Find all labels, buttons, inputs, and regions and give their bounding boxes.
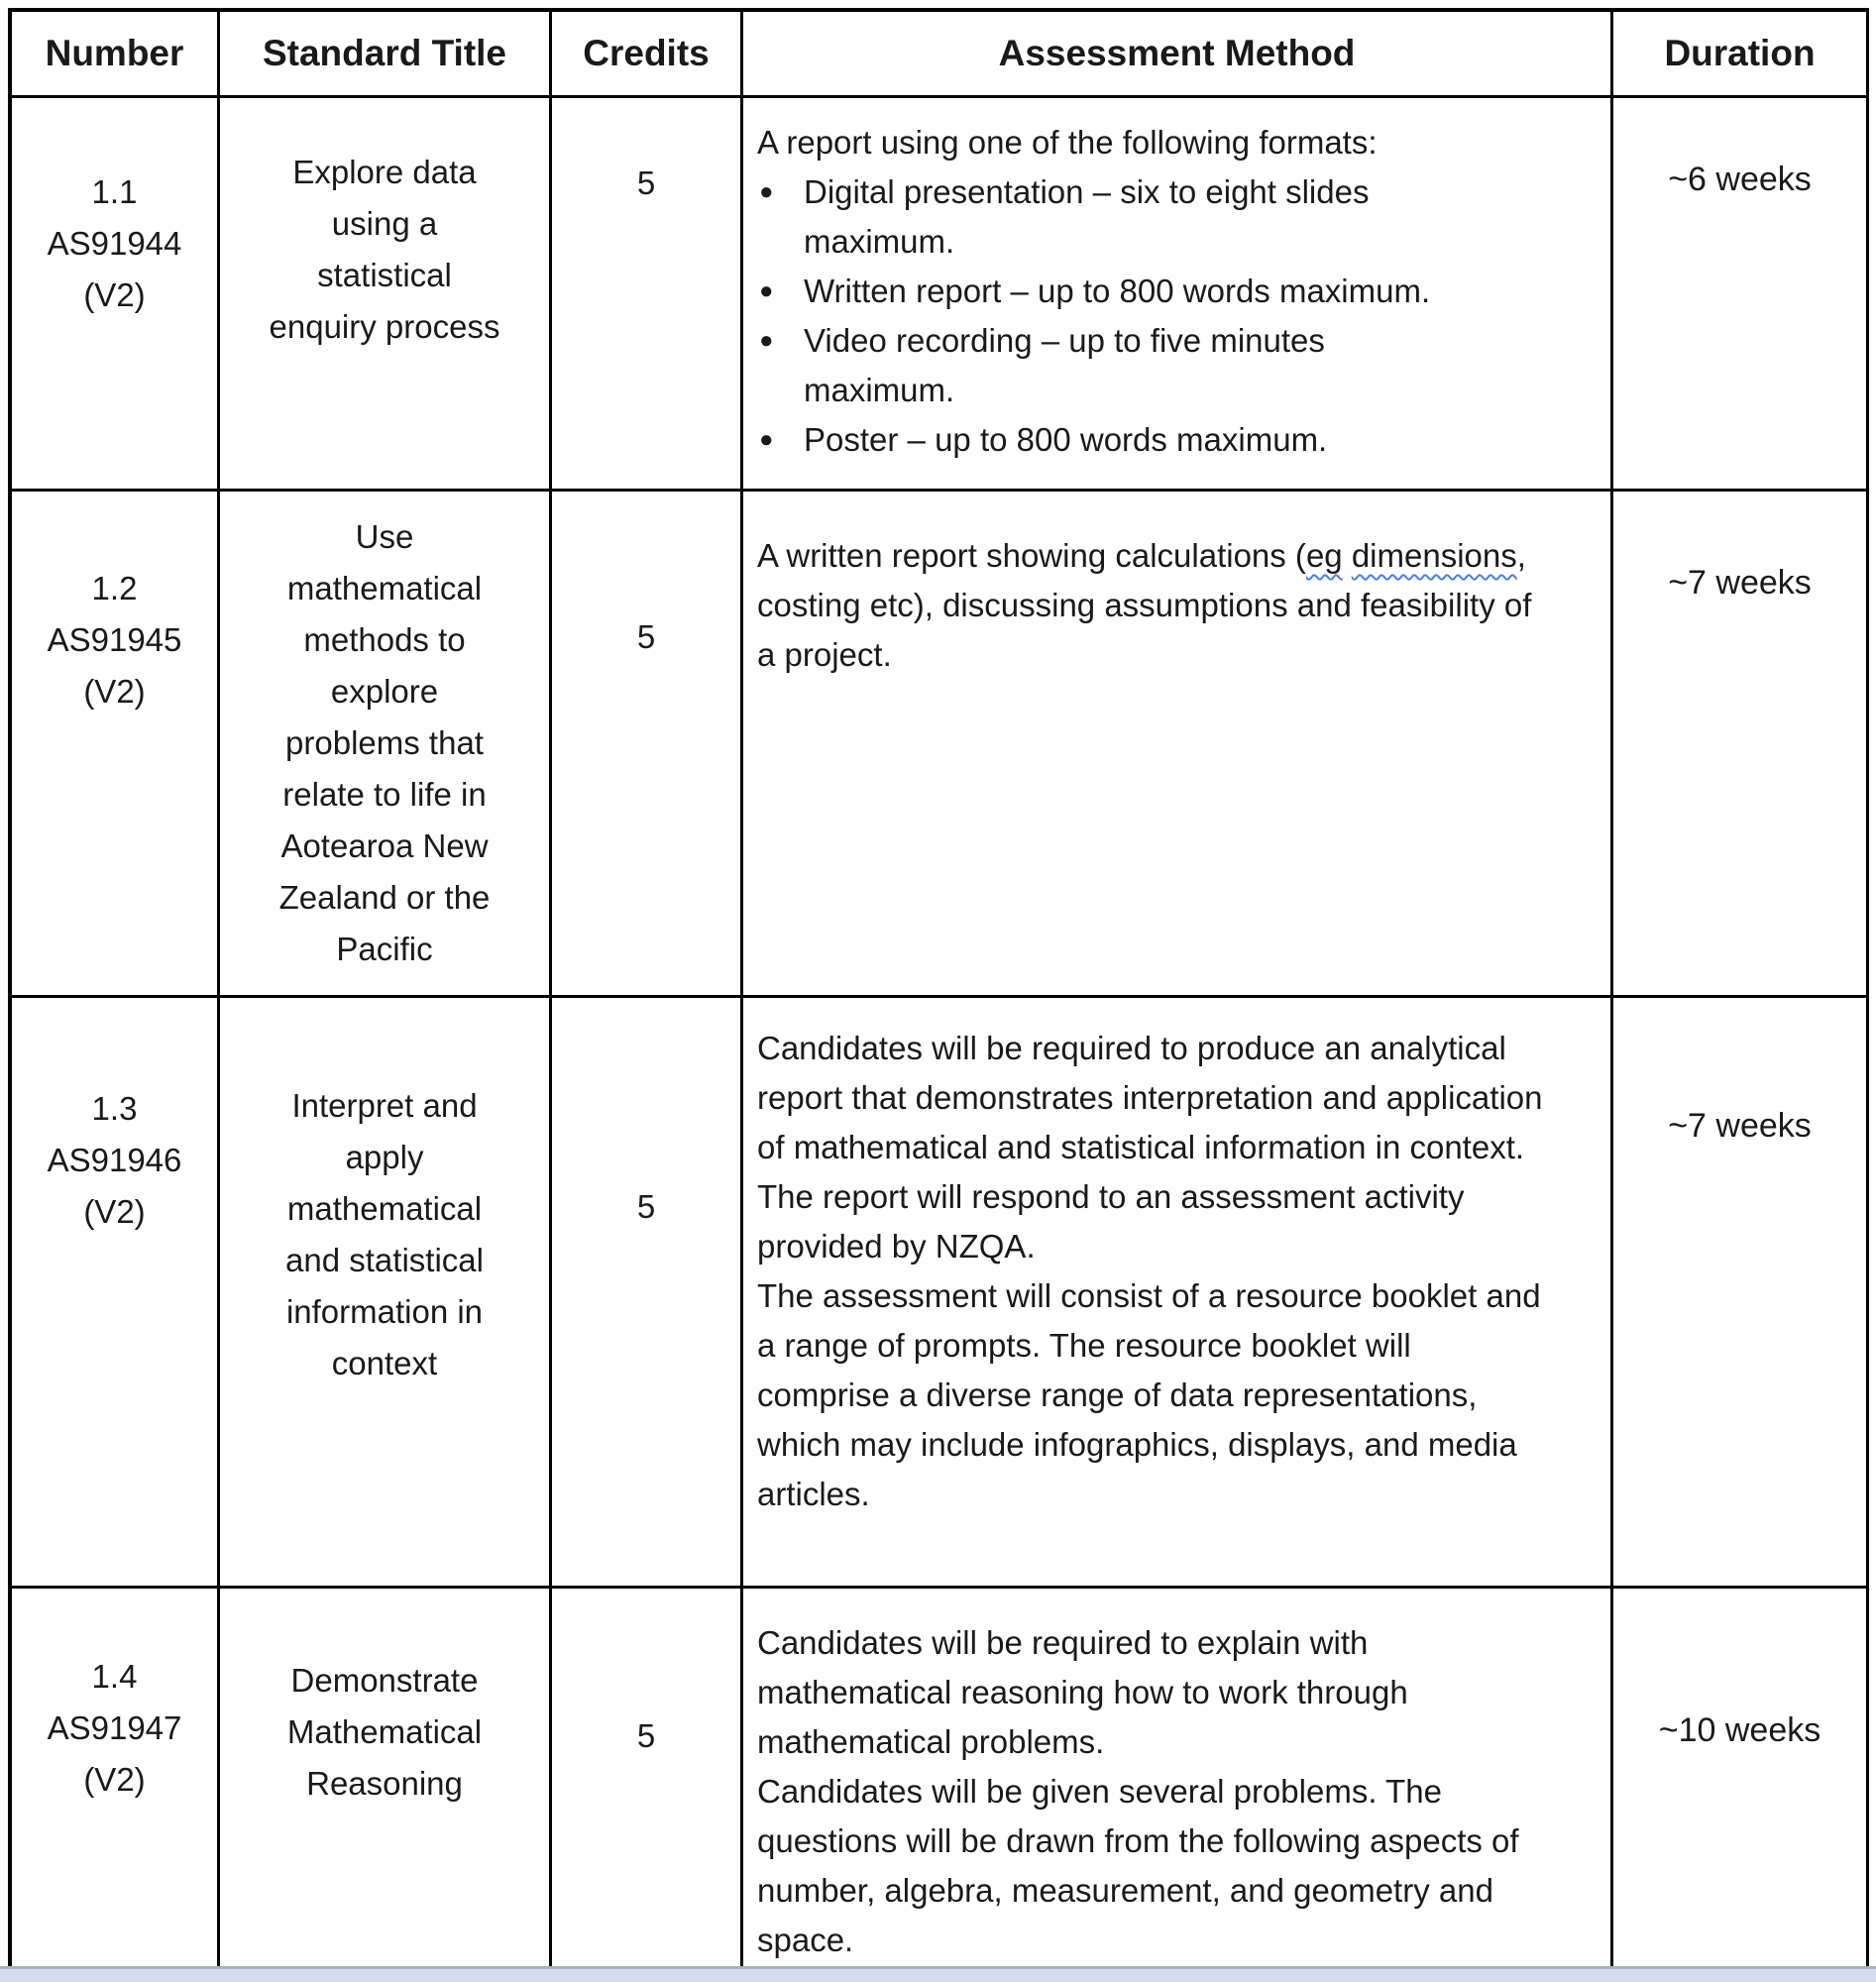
row-2-assessment-cell xyxy=(743,492,1613,998)
list-item xyxy=(757,415,1547,465)
list-item xyxy=(757,167,1547,267)
header-label-number: Number xyxy=(45,33,184,73)
row-3-title-cell xyxy=(220,998,552,1589)
row-4-duration-cell xyxy=(1613,1589,1869,1969)
list-item xyxy=(757,316,1547,415)
row-1-credits-cell xyxy=(552,98,743,492)
header-label-standard-title: Standard Title xyxy=(262,33,507,73)
bullet-icon: ● xyxy=(759,426,774,453)
row-2-number-cell xyxy=(12,492,220,998)
row-2-duration-cell xyxy=(1613,492,1869,998)
duration-value: ~7 weeks xyxy=(1668,1107,1812,1145)
standard-title: Use mathematical methods to explore problems that relate to life in Aotearoa New Zealand or the Pacific xyxy=(278,518,491,967)
assessment-paragraph: Candidates will be required to explain with mathematical reasoning how to work through mathematical problems. xyxy=(757,1624,1408,1760)
row-3-assessment-cell xyxy=(743,998,1613,1589)
row-1-assessment-cell xyxy=(743,98,1613,492)
credits-value: 5 xyxy=(636,1716,656,1754)
row-4-title-cell xyxy=(220,1589,552,1969)
standard-code-line: AS91946 xyxy=(47,1141,182,1178)
standard-number xyxy=(48,166,182,321)
standard-code-line: (V2) xyxy=(83,1192,146,1230)
header-label-assessment-method: Assessment Method xyxy=(998,33,1356,73)
row-1-title-cell xyxy=(220,98,552,492)
standards-table xyxy=(8,8,1869,1969)
standard-code-line: AS91947 xyxy=(47,1708,182,1746)
row-1-duration-cell xyxy=(1613,98,1869,492)
row-3-number-cell xyxy=(12,998,220,1589)
bullet-text: Written report – up to 800 words maximum. xyxy=(804,273,1431,309)
duration-value: ~7 weeks xyxy=(1668,564,1812,602)
standard-code-line: (V2) xyxy=(83,1760,146,1798)
header-label-credits: Credits xyxy=(583,33,710,73)
standard-code-line: (V2) xyxy=(83,276,146,313)
bullet-icon: ● xyxy=(759,327,774,354)
header-cell-credits xyxy=(552,12,743,98)
duration-value: ~10 weeks xyxy=(1658,1711,1821,1749)
standard-code-line: (V2) xyxy=(83,673,146,710)
assessment-paragraph: The report will respond to an assessment activity provided by NZQA. xyxy=(757,1178,1465,1265)
row-4-assessment-cell xyxy=(743,1589,1613,1969)
assessment-paragraph: Candidates will be given several problems. The questions will be drawn from the following aspects of number, algebra, measurement, and geometry and space. xyxy=(757,1773,1519,1958)
standard-number xyxy=(48,1083,182,1238)
assessment-paragraph: Candidates will be required to produce an analytical report that demonstrates interpretation and application of mathematical and statistical information in context. xyxy=(757,1030,1543,1165)
row-1-number-cell xyxy=(12,98,220,492)
assessment-paragraph: A written report showing calculations (eg dimensions, costing etc), discussing assumptions and feasibility of a project. xyxy=(757,537,1532,673)
header-cell-assessment-method xyxy=(743,12,1613,98)
credits-value: 5 xyxy=(636,1187,656,1225)
credits-value: 5 xyxy=(636,165,656,201)
standard-code-line: 1.2 xyxy=(91,570,138,606)
assessment-intro: A report using one of the following formats: xyxy=(757,124,1378,161)
standard-code-line: 1.3 xyxy=(91,1089,138,1127)
row-2-title-cell xyxy=(220,492,552,998)
bullet-text: Poster – up to 800 words maximum. xyxy=(804,421,1328,458)
bullet-text: Digital presentation – six to eight slides maximum. xyxy=(804,173,1370,260)
row-2-credits-cell xyxy=(552,492,743,998)
standard-number xyxy=(48,563,182,717)
header-cell-number xyxy=(12,12,220,98)
bullet-icon: ● xyxy=(759,178,774,205)
row-3-credits-cell xyxy=(552,998,743,1589)
standard-number xyxy=(48,1651,182,1806)
header-cell-standard-title xyxy=(220,12,552,98)
credits-value: 5 xyxy=(636,618,656,655)
bullet-text: Video recording – up to five minutes maximum. xyxy=(804,322,1325,408)
standard-code-line: AS91944 xyxy=(47,225,182,262)
header-cell-duration xyxy=(1613,12,1869,98)
list-item xyxy=(757,267,1547,316)
standard-title: Explore data using a statistical enquiry process xyxy=(269,154,500,345)
standard-title: Interpret and apply mathematical and statistical information in context xyxy=(285,1086,484,1381)
standard-code-line: 1.4 xyxy=(91,1657,138,1695)
assessment-paragraph: The assessment will consist of a resource booklet and a range of prompts. The resource booklet will comprise a diverse range of data representations, which may include infographics, displays, and media articles. xyxy=(757,1277,1541,1512)
row-3-duration-cell xyxy=(1613,998,1869,1589)
bullet-icon: ● xyxy=(759,277,774,304)
standard-title: Demonstrate Mathematical Reasoning xyxy=(286,1661,483,1802)
standard-code-line: 1.1 xyxy=(91,173,138,210)
standard-code-line: AS91945 xyxy=(47,621,182,658)
horizontal-scrollbar-track[interactable] xyxy=(0,1966,1876,1982)
row-4-credits-cell xyxy=(552,1589,743,1969)
header-label-duration: Duration xyxy=(1664,33,1816,73)
duration-value: ~6 weeks xyxy=(1668,161,1812,198)
row-4-number-cell xyxy=(12,1589,220,1969)
